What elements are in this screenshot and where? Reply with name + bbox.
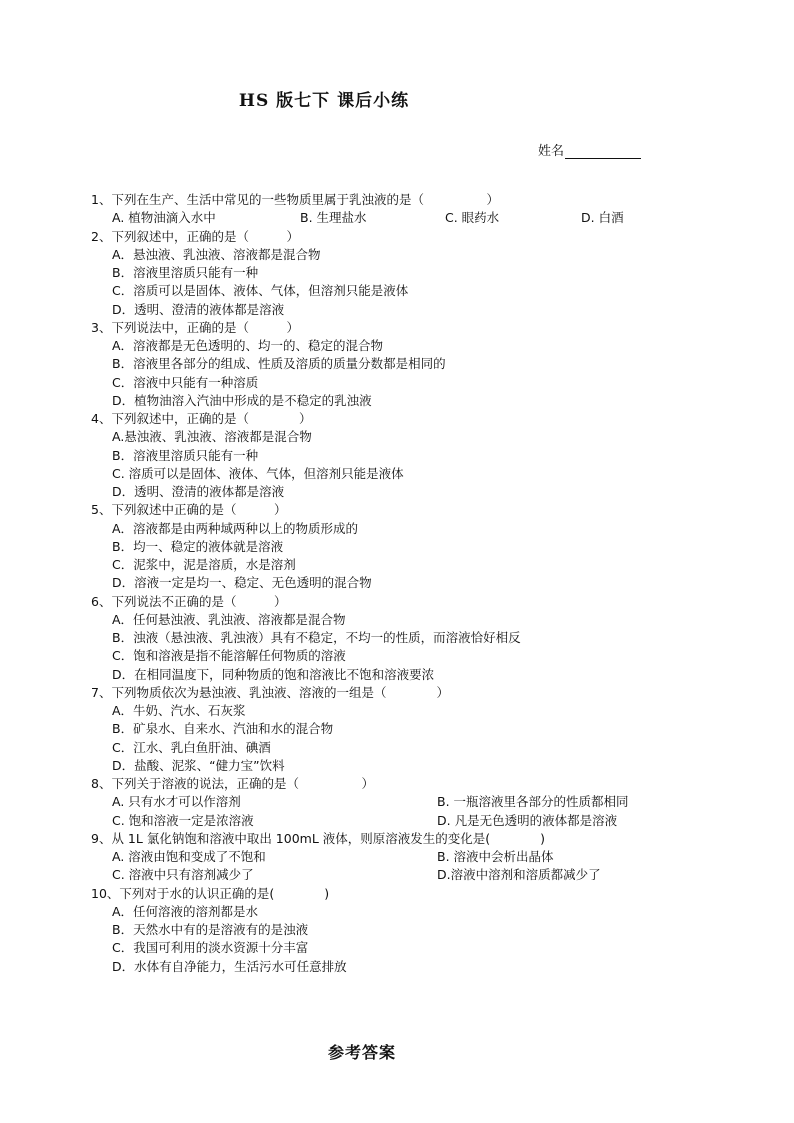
question-5-option-b: B．均一、稳定的液体就是溶液 [112,538,284,554]
question-9-stem: 9、从 1L 氯化钠饱和溶液中取出 100mL 液体，则原溶液发生的变化是( ) [91,830,546,846]
question-3-option-d: D．植物油溶入汽油中形成的是不稳定的乳浊液 [112,392,372,408]
question-9-options-row-1 [91,848,711,866]
question-10-stem: 10、下列对于水的认识正确的是( ) [91,885,330,901]
question-9-option-a: A. 溶液由饱和变成了不饱和 [112,849,266,864]
question-4-option-c: C. 溶质可以是固体、液体、气体，但溶剂只能是液体 [112,465,404,481]
question-4-option-a: A.悬浊液、乳浊液、溶液都是混合物 [112,429,312,445]
question-list [91,191,711,976]
page-title: HS 版七下 课后小练 [238,91,410,111]
question-9-options-row-2 [91,866,711,884]
question-1-option-a: A. 植物油滴入水中 [112,210,216,226]
question-3-option-a: A．溶液都是无色透明的、均一的、稳定的混合物 [112,338,384,353]
question-2-option-d: D．透明、澄清的液体都是溶液 [112,301,285,317]
question-6-option-a: A．任何悬浊液、乳浊液、溶液都是混合物 [112,611,346,627]
question-7-option-a: A．牛奶、汽水、石灰浆 [112,703,246,718]
question-4-option-d: D．透明、澄清的液体都是溶液 [112,484,285,499]
answer-heading: 参考答案 [327,1043,396,1062]
question-2-option-b: B．溶液里溶质只能有一种 [112,265,259,280]
question-7-stem: 7、下列物质依次为悬浊液、乳浊液、溶液的一组是（ ） [91,684,449,700]
question-6-option-c: C．饱和溶液是指不能溶解任何物质的溶液 [112,648,346,664]
question-9-option-c: C. 溶液中只有溶剂减少了 [112,867,254,883]
question-4-stem: 4、下列叙述中，正确的是（ ） [91,411,312,426]
question-8-option-d: D. 凡是无色透明的液体都是溶液 [437,812,618,828]
question-10-option-d: D．水体有自净能力，生活污水可任意排放 [112,958,347,974]
question-3-option-b: B．溶液里各部分的组成、性质及溶质的质量分数都是相同的 [112,356,446,372]
question-8-option-b: B. 一瓶溶液里各部分的性质都相同 [437,794,629,810]
question-8-options-row-2 [91,812,711,830]
question-8-option-a: A. 只有水才可以作溶剂 [112,794,241,810]
question-6-option-d: D．在相同温度下，同种物质的饱和溶液比不饱和溶液要浓 [112,666,435,682]
question-9-option-d: D.溶液中溶剂和溶质都减少了 [437,867,601,883]
question-8-stem: 8、下列关于溶液的说法，正确的是（ ） [91,776,374,791]
question-3-stem: 3、下列说法中，正确的是（ ） [91,319,299,335]
name-blank-line [565,144,641,159]
question-8-option-c: C. 饱和溶液一定是浓溶液 [112,812,254,828]
question-5-option-d: D．溶液一定是均一、稳定、无色透明的混合物 [112,575,372,591]
question-6-option-b: B．浊液（悬浊液、乳浊液）具有不稳定，不均一的性质，而溶液恰好相反 [112,630,521,645]
question-4-option-b: B．溶液里溶质只能有一种 [112,447,259,463]
name-field [538,140,641,159]
question-7-option-b: B．矿泉水、自来水、汽油和水的混合物 [112,721,334,737]
name-label: 姓名 [538,144,565,159]
question-7-option-d: D．盐酸、泥浆、“健力宝”饮料 [112,757,285,773]
question-7-option-c: C．江水、乳白鱼肝油、碘酒 [112,739,271,755]
question-1-options [91,209,711,227]
question-1-stem: 1、下列在生产、生活中常见的一些物质里属于乳浊液的是（ ） [91,192,499,207]
question-5-option-c: C．泥浆中，泥是溶质，水是溶剂 [112,557,296,572]
question-1-option-d: D. 白酒 [581,210,624,226]
question-8-options-row-1 [91,793,711,811]
question-3-option-c: C．溶液中只能有一种溶质 [112,374,259,390]
question-9-option-b: B. 溶液中会析出晶体 [437,849,554,864]
question-6-stem: 6、下列说法不正确的是（ ） [91,593,287,609]
question-2-stem: 2、下列叙述中，正确的是（ ） [91,228,299,244]
question-2-option-a: A．悬浊液、乳浊液、溶液都是混合物 [112,246,321,262]
question-10-option-a: A．任何溶液的溶剂都是水 [112,903,259,919]
question-10-option-c: C．我国可利用的淡水资源十分丰富 [112,940,309,956]
question-5-stem: 5、下列叙述中正确的是（ ） [91,502,287,518]
question-10-option-b: B．天然水中有的是溶液有的是浊液 [112,922,309,937]
question-2-option-c: C．溶质可以是固体、液体、气体，但溶剂只能是液体 [112,283,409,299]
question-1-option-b: B. 生理盐水 [300,210,367,226]
question-1-option-c: C. 眼药水 [445,210,500,226]
question-5-option-a: A．溶液都是由两种域两种以上的物质形成的 [112,520,359,536]
